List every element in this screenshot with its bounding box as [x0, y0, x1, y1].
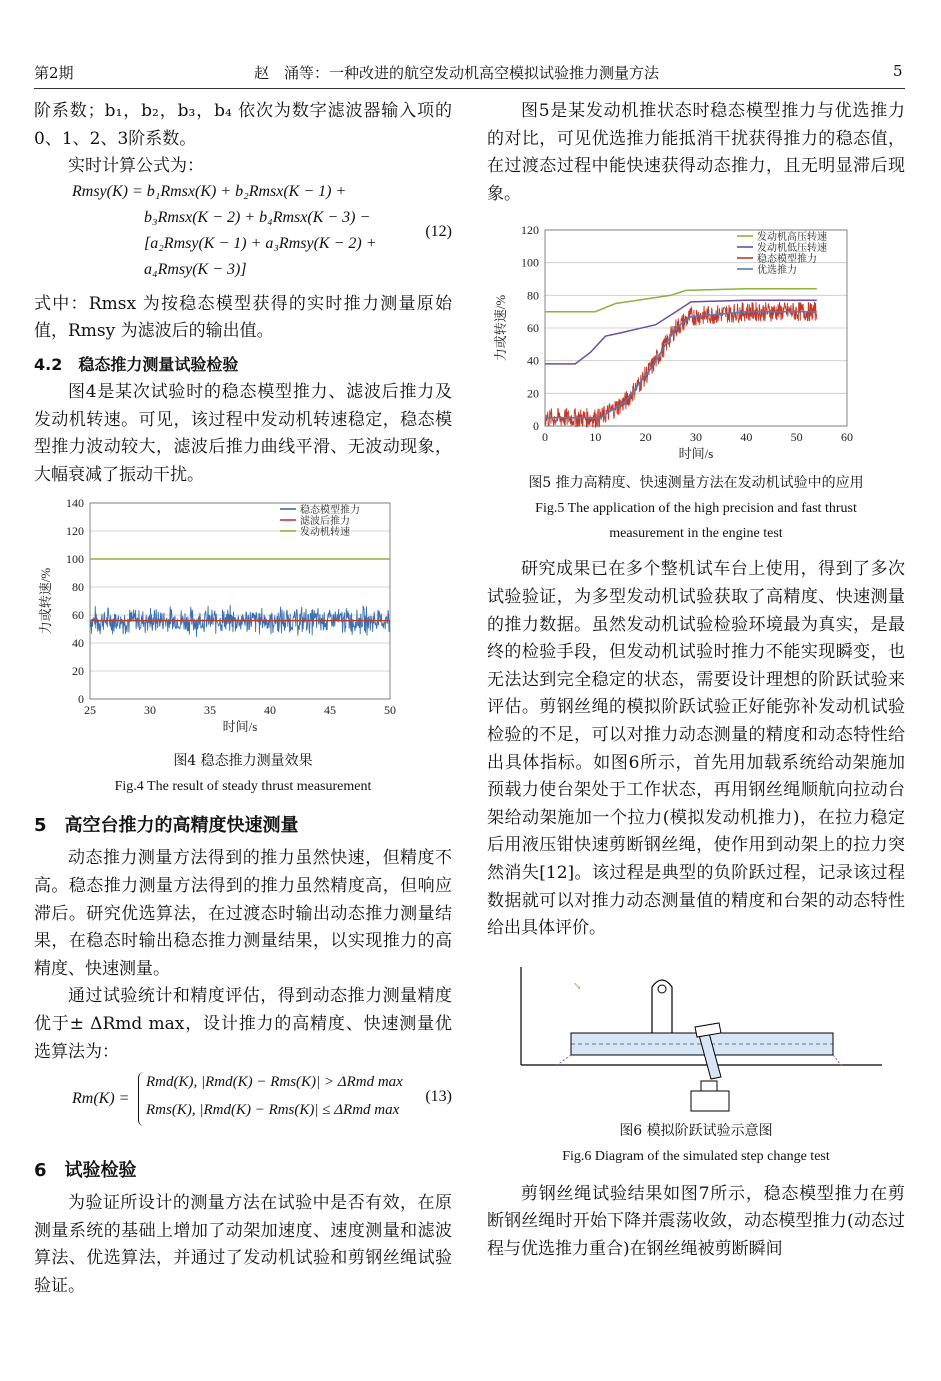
y-tick-label: 100 [521, 256, 539, 271]
equation-13-lhs: Rm(K) = [72, 1090, 130, 1108]
x-tick-label: 0 [542, 430, 548, 445]
equation-12 [34, 181, 452, 291]
paragraph-realtime: 实时计算公式为： [68, 156, 204, 177]
equation-13-case1: Rmd(K), |Rmd(K) − Rms(K)| > ΔRmd max [146, 1074, 403, 1091]
issue-number: 第2期 [34, 64, 74, 82]
page-number: 5 [893, 62, 903, 80]
figure-4 [34, 495, 452, 799]
figure-5-caption-en-2: measurement in the engine test [609, 526, 783, 542]
legend-label: 稳态模型推力 [757, 254, 817, 266]
equation-12-line4: a₄Rmsy(K − 3)] [144, 260, 247, 278]
figure-6-caption-en: Fig.6 Diagram of the simulated step change test [562, 1148, 830, 1164]
x-axis-label: 时间/s [222, 719, 258, 735]
y-tick-label: 80 [527, 288, 539, 303]
x-tick-label: 60 [841, 430, 853, 445]
series-line-3 [545, 302, 817, 428]
y-tick-label: 140 [66, 496, 84, 511]
section-5-heading: 5 高空台推力的高精度快速测量 [34, 815, 299, 837]
x-tick-label: 50 [790, 430, 803, 445]
paragraph-fig4: 图4是某次试验时的稳态模型推力、滤波后推力及发动机转速。可见，该过程中发动机转速稳定，稳态模型推力波动较大，滤波后推力曲线平滑、无波动现象，大幅衰减了振动干扰。 [34, 381, 452, 485]
running-header [0, 62, 941, 84]
pivot-hole [658, 985, 666, 993]
header-rule [34, 88, 905, 89]
x-axis-label: 时间/s [678, 446, 714, 462]
legend-label: 发动机高压转速 [757, 232, 827, 244]
equation-13-brace [138, 1072, 145, 1126]
figure-5-caption-cn: 图5 推力高精度、快速测量方法在发动机试验中的应用 [528, 475, 864, 492]
legend-label: 优选推力 [757, 265, 797, 277]
wire-rope-left [557, 1055, 571, 1065]
paragraph-last: 剪钢丝绳试验结果如图7所示，稳态模型推力在剪断钢丝绳时开始下降并震荡收敛，动态模型推力(动态过程与优选推力重合)在钢丝绳被剪断瞬间 [487, 1183, 905, 1259]
legend-label: 发动机低压转速 [757, 243, 827, 255]
section-4-2-heading: 4.2 稳态推力测量试验检验 [34, 354, 239, 374]
paragraph-5-2: 通过试验统计和精度评估，得到动态推力测量精度优于± ΔRmd max，设计推力的高精度、快速测量优选算法为： [34, 986, 452, 1062]
right-column [487, 98, 905, 1263]
y-tick-label: 0 [533, 419, 539, 434]
equation-13-case2: Rms(K), |Rmd(K) − Rms(K)| ≤ ΔRmd max [146, 1102, 400, 1119]
equation-12-line1: Rmsy(K) = b₁Rmsx(K) + b₂Rmsx(K − 1) + [72, 182, 347, 200]
x-tick-label: 40 [264, 703, 276, 718]
y-tick-label: 100 [66, 552, 84, 567]
x-tick-label: 20 [639, 430, 652, 445]
paragraph-5-1: 动态推力测量方法得到的推力虽然快速，但精度不高。稳态推力测量方法得到的推力虽然精度高，但响应滞后。研究优选算法，在过渡态时输出动态推力测量结果，在稳态时输出稳态推力测量结果，以实现推力的高精度、快速测量。 [34, 848, 452, 979]
paragraph-6: 为验证所设计的测量方法在试验中是否有效，在原测量系统的基础上增加了动架加速度、速度测量和滤波算法、优选算法，并通过了发动机试验和剪钢丝绳试验验证。 [34, 1193, 452, 1296]
figure-6-diagram [487, 965, 905, 1115]
equation-12-line2: b₃Rmsx(K − 2) + b₄Rmsx(K − 3) − [144, 208, 371, 226]
running-title: 赵 涌等：一种改进的航空发动机高空模拟试验推力测量方法 [254, 64, 660, 82]
figure-6 [487, 965, 905, 1169]
figure-5-chart [487, 222, 905, 467]
figure-5-caption-en-1: Fig.5 The application of the high precision and fast thrust [535, 501, 857, 517]
y-axis-label: 力或转速/% [38, 568, 53, 635]
x-tick-label: 35 [204, 703, 216, 718]
y-tick-label: 120 [66, 524, 84, 539]
paragraph-coefficients: 阶系数；b₁，b₂，b₃，b₄ 依次为数字滤波器输入项的0、1、2、3阶系数。 [34, 101, 452, 149]
legend-label: 发动机转速 [300, 527, 350, 539]
x-tick-label: 30 [690, 430, 702, 445]
figure-4-caption-en: Fig.4 The result of steady thrust measurement [114, 779, 372, 795]
figure-4-caption-cn: 图4 稳态推力测量效果 [173, 753, 313, 770]
x-tick-label: 50 [384, 703, 396, 718]
x-tick-label: 25 [84, 703, 96, 718]
y-axis-label: 力或转速/% [493, 295, 508, 362]
equation-13-number: (13) [425, 1088, 452, 1106]
x-tick-label: 10 [589, 430, 602, 445]
paragraph-research: 研究成果已在多个整机试车台上使用，得到了多次试验验证，为多型发动机试验获取了高精度、快速测量的推力数据。虽然发动机试验检验环境最为真实，是最终的检验手段，但发动机试验时推力不能实现瞬变，也无法达到完全稳定的状态，需要设计理想的阶跃试验来评估。剪钢丝绳的模拟阶跃试验正好能弥补发动机试验检验的不足，可以对推力动态测量的精度和动态特性给出具体指标。如图6所示，首先用加载系统给动架施加预载力使台架处于工作状态，再用钢丝绳顺航向拉动台架给动架施加一个拉力(模拟发动机推力)，在拉力稳定后用液压钳快速剪断钢丝绳，使作用到动架上的拉力突然消失[12]。该过程是典型的负阶跃过程，记录该过程数据就可以对推力动态测量值的精度和台架的动态特性给出具体评价。 [487, 559, 905, 939]
paragraph-where: 式中：Rmsx 为按稳态模型获得的实时推力测量原始值，Rmsy 为滤波后的输出值。 [34, 293, 452, 342]
figure-4-chart [34, 495, 452, 745]
equation-13 [34, 1070, 452, 1134]
y-tick-label: 20 [527, 386, 539, 401]
equation-12-number: (12) [425, 222, 452, 240]
y-tick-label: 20 [72, 664, 84, 679]
figure-5 [487, 222, 905, 546]
x-tick-label: 45 [324, 703, 336, 718]
left-column [34, 98, 452, 1300]
load-cell [701, 1081, 717, 1091]
y-tick-label: 0 [78, 692, 84, 707]
section-6-heading: 6 试验检验 [34, 1160, 137, 1182]
y-tick-label: 60 [527, 321, 539, 336]
y-tick-label: 60 [72, 608, 84, 623]
y-tick-label: 120 [521, 223, 539, 238]
x-tick-label: 40 [740, 430, 753, 445]
x-tick-label: 30 [144, 703, 156, 718]
legend-label: 稳态模型推力 [300, 505, 360, 517]
figure-6-caption-cn: 图6 模拟阶跃试验示意图 [619, 1122, 773, 1139]
equation-12-line3: [a₂Rmsy(K − 1) + a₃Rmsy(K − 2) + [144, 234, 377, 252]
base-block [691, 1091, 729, 1111]
legend-label: 滤波后推力 [300, 516, 350, 528]
y-tick-label: 80 [72, 580, 84, 595]
paragraph-fig5: 图5是某发动机推状态时稳态模型推力与优选推力的对比，可见优选推力能抵消干扰获得推力的稳态值，在过渡态过程中能快速获得动态推力，且无明显滞后现象。 [487, 101, 905, 204]
y-tick-label: 40 [527, 354, 539, 369]
loader-mark-icon: ↘ [573, 980, 582, 992]
y-tick-label: 40 [72, 636, 84, 651]
